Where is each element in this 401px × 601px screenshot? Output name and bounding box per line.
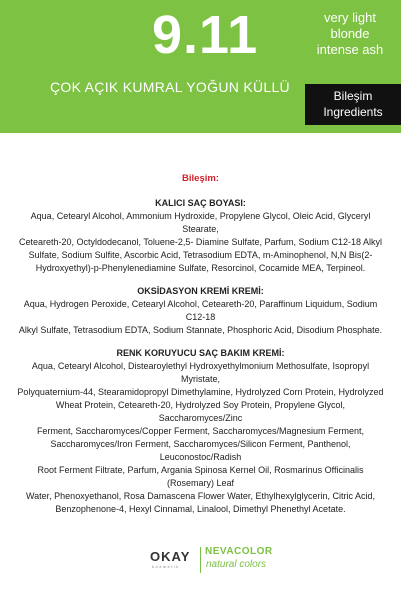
ingredient-line: Water, Phenoxyethanol, Rosa Damascena Flower Water, Ethylhexylglycerin, Citric Acid, [26, 491, 375, 501]
ingredient-line: Saccharomyces/Iron Ferment, Saccharomyces/Silicon Ferment, Panthenol, Leuconostoc/Radish [50, 439, 351, 462]
section-title: OKSİDASYON KREMİ KREMİ: [137, 286, 264, 296]
ingredient-line: Sulfate, Sodium Sulfite, Ascorbic Acid, Tetrasodium EDTA, m-Aminophenol, N,N Bis(2- [28, 250, 373, 260]
section-title: KALICI SAÇ BOYASI: [155, 198, 246, 208]
ingredient-line: Polyquaternium-44, Stearamidopropyl Dimethylamine, Hydrolyzed Corn Protein, Hydrolyzed [17, 387, 384, 397]
badge-line: Ingredients [323, 105, 383, 119]
nevacolor-logo: NEVACOLOR [205, 546, 273, 557]
okay-logo: OKAY [150, 549, 191, 564]
section-title: RENK KORUYUCU SAÇ BAKIM KREMİ: [116, 348, 285, 358]
shade-name: ÇOK AÇIK KUMRAL YOĞUN KÜLLÜ [50, 79, 290, 95]
ingredient-line: Alkyl Sulfate, Tetrasodium EDTA, Sodium Stannate, Phosphoric Acid, Disodium Phosphate. [18, 325, 383, 335]
ingredient-line: Wheat Protein, Ceteareth-20, Hydrolyzed Soy Protein, Propylene Glycol, Saccharomyces/Zinc [55, 400, 346, 423]
section-body [14, 210, 387, 275]
nevacolor-tagline: natural colors [206, 559, 267, 570]
shade-desc-line: blonde [330, 26, 370, 41]
section-body [14, 298, 387, 337]
shade-description [300, 10, 400, 58]
shade-number: 9.11 [152, 5, 259, 65]
ingredient-line: Aqua, Hydrogen Peroxide, Cetearyl Alcohol, Ceteareth-20, Paraffinum Liquidum, Sodium C12-18 [23, 299, 378, 322]
ingredient-line: Benzophenone-4, Hexyl Cinnamal, Linalool, Dimethyl Phenethyl Acetate. [55, 504, 346, 514]
ingredients-content [14, 172, 387, 526]
ingredients-badge [305, 84, 401, 125]
ingredient-line: Aqua, Cetearyl Alcohol, Distearoylethyl Hydroxyethylmonium Methosulfate, Isopropyl Myristate, [31, 361, 370, 384]
logo-divider [200, 547, 201, 573]
shade-desc-line: very light [323, 10, 377, 25]
section-body [14, 360, 387, 516]
ingredient-line: Root Ferment Filtrate, Parfum, Argania Spinosa Kernel Oil, Rosmarinus Officinalis (Rosemary) Leaf [37, 465, 364, 488]
ingredient-line: Ferment, Saccharomyces/Copper Ferment, Saccharomyces/Magnesium Ferment, [36, 426, 365, 436]
composition-label: Bileşim: [182, 173, 219, 184]
ingredient-line: Aqua, Cetearyl Alcohol, Ammonium Hydroxide, Propylene Glycol, Oleic Acid, Glyceryl Stearate, [30, 211, 371, 234]
okay-logo-sub: kozmetik [152, 564, 180, 569]
ingredient-line: Hydroxyethyl)-p-Phenylenediamine Sulfate, Resorcinol, Cocamide MEA, Terpineol. [35, 263, 366, 273]
shade-desc-line: intense ash [316, 42, 384, 57]
header-banner [0, 0, 401, 133]
badge-line: Bileşim [333, 89, 373, 103]
ingredient-line: Ceteareth-20, Octyldodecanol, Toluene-2,5- Diamine Sulfate, Parfum, Sodium C12-18 Alkyl [18, 237, 383, 247]
brand-footer [0, 540, 401, 590]
